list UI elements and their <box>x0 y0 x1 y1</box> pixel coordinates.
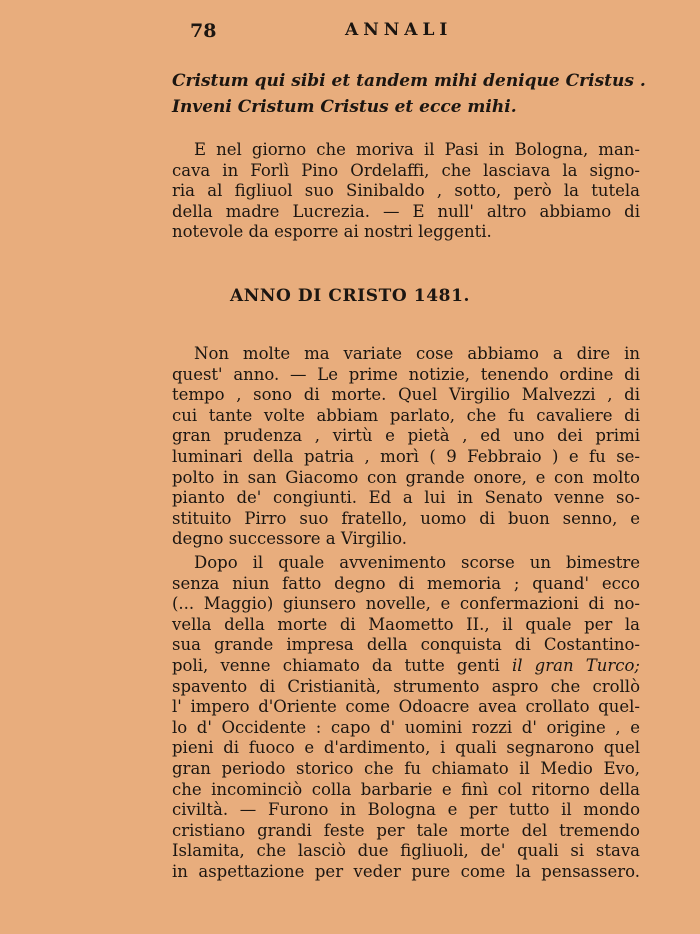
text-line: quest' anno. — Le prime notizie, tenendo ordine di <box>172 364 640 384</box>
text-line: l' impero d'Oriente come Odoacre avea crollato quel- <box>172 697 640 717</box>
text-line: degno successore a Virgilio. <box>172 529 407 549</box>
text-line: cava in Forlì Pino Ordelaffi, che lasciava la signo- <box>172 160 640 180</box>
quote-line: Cristum qui sibi et tandem mihi denique Cristus . <box>172 71 646 91</box>
text-line: che incominciò colla barbarie e finì col ritorno della <box>172 779 640 799</box>
paragraph <box>172 140 640 243</box>
text-line: pianto de' congiunti. Ed a lui in Senato venne so- <box>172 488 640 508</box>
latin-quote <box>172 68 646 120</box>
text-line: E nel giorno che moriva il Pasi in Bologna, man- <box>194 140 640 159</box>
text-line: in aspettazione per veder pure come la pensassero. <box>172 861 640 881</box>
paragraph <box>172 344 640 550</box>
text-line: lo d' Occidente : capo d' uomini rozzi d' origine , e <box>172 717 640 737</box>
text-line: della madre Lucrezia. — E null' altro abbiamo di <box>172 201 640 221</box>
text-line: polto in san Giacomo con grande onore, e con molto <box>172 467 640 487</box>
text-line: gran prudenza , virtù e pietà , ed uno dei primi <box>172 426 640 446</box>
page-number: 78 <box>190 20 217 42</box>
text-line: civiltà. — Furono in Bologna e per tutto il mondo <box>172 800 640 820</box>
text-line: sua grande impresa della conquista di Costantino- <box>172 635 640 655</box>
text-line: tempo , sono di morte. Quel Virgilio Malvezzi , di <box>172 385 640 405</box>
text-line: vella della morte di Maometto II., il quale per la <box>172 614 640 634</box>
quote-line: Inveni Cristum Cristus et ecce mihi. <box>172 97 517 117</box>
text-line-with-italic <box>172 656 640 677</box>
text-line: senza niun fatto degno di memoria ; quand' ecco <box>172 573 640 593</box>
text-line: cui tante volte abbiam parlato, che fu cavaliere di <box>172 405 640 425</box>
text-line: luminari della patria , morì ( 9 Febbraio ) e fu se- <box>172 446 640 466</box>
text-line: notevole da esporre ai nostri leggenti. <box>172 222 492 242</box>
running-head: ANNALI <box>345 20 453 40</box>
section-heading: ANNO DI CRISTO 1481. <box>229 286 471 306</box>
text-line: (... Maggio) giunsero novelle, e confermazioni di no- <box>172 594 640 614</box>
italic-phrase: il gran Turco; <box>511 655 640 675</box>
text-line: spavento di Cristianità, strumento aspro che crollò <box>172 676 640 696</box>
text-line: ria al figliuol suo Sinibaldo , sotto, però la tutela <box>172 181 640 201</box>
text-line: Non molte ma variate cose abbiamo a dire in <box>194 344 640 363</box>
text-segment: poli, venne chiamato da tutte genti <box>172 655 500 675</box>
text-line: pieni di fuoco e d'ardimento, i quali segnarono quel <box>172 738 640 758</box>
text-line: stituito Pirro suo fratello, uomo di buon senno, e <box>172 508 640 528</box>
text-line: cristiano grandi feste per tale morte del tremendo <box>172 820 640 840</box>
text-line: gran periodo storico che fu chiamato il Medio Evo, <box>172 758 640 778</box>
page-header <box>0 18 700 48</box>
text-line: Islamita, che lasciò due figliuoli, de' quali si stava <box>172 841 640 861</box>
paragraph <box>172 553 640 883</box>
text-line: Dopo il quale avvenimento scorse un bimestre <box>194 553 640 572</box>
